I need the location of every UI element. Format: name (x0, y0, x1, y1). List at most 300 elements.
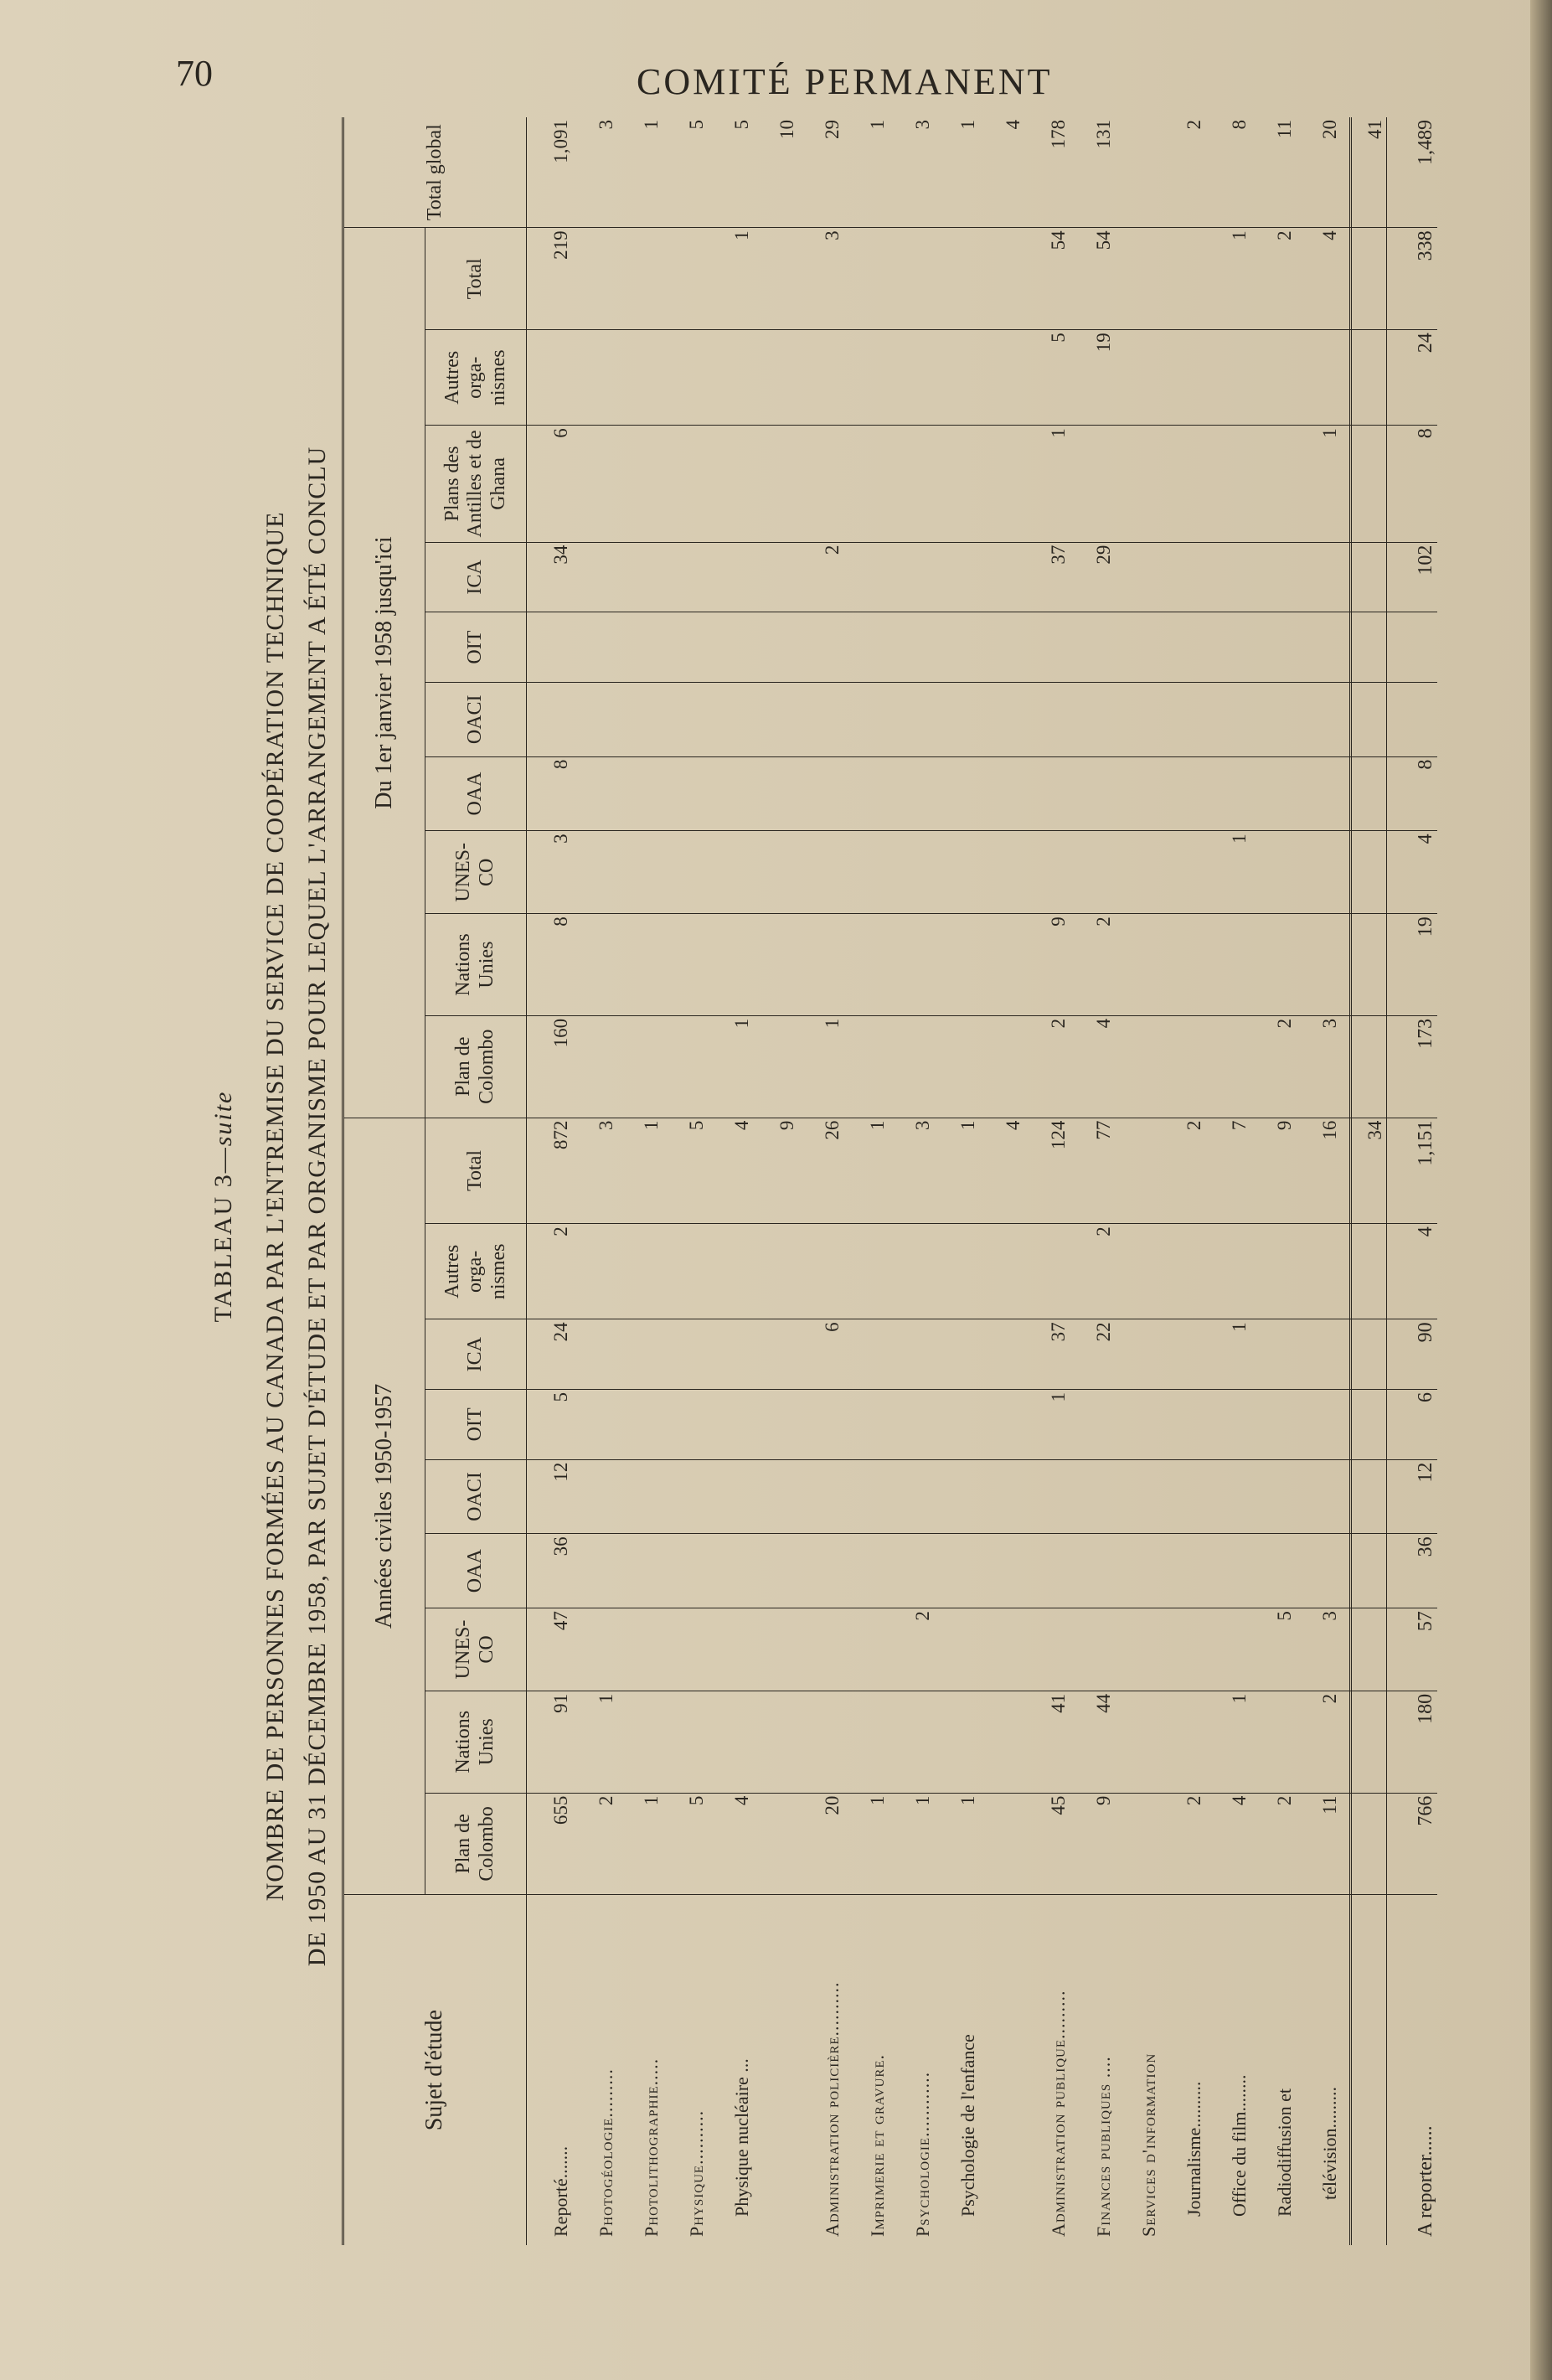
g1-cell (979, 1390, 1024, 1460)
g1-cell (1341, 1793, 1387, 1895)
g2-cell: 1 (1205, 228, 1250, 330)
table-row (934, 117, 979, 2245)
data-table-frame (342, 117, 1436, 2245)
g2-cell (889, 228, 934, 330)
row-label (1205, 1895, 1250, 2245)
g1-cell: 1 (934, 1118, 979, 1224)
g2-cell: 8 (1387, 426, 1438, 542)
g1-cell: 4 (1205, 1793, 1250, 1895)
g1-cell (617, 1319, 663, 1390)
g2-cell (1205, 914, 1250, 1016)
g2-cell: 1 (1296, 426, 1341, 542)
g2-cell: 1 (1024, 426, 1070, 542)
g2-cell (798, 682, 843, 756)
g2-cell (1115, 1015, 1160, 1118)
g1-cell (979, 1691, 1024, 1793)
g2-cell (1296, 682, 1341, 756)
total-global-cell: 29 (798, 117, 843, 228)
g1-cell: 16 (1296, 1118, 1341, 1224)
g2-cell (889, 426, 934, 542)
g1-cell: 41 (1024, 1691, 1070, 1793)
table-row (798, 117, 843, 2245)
g2-cell (617, 542, 663, 612)
row-label (889, 1895, 934, 2245)
row-label-text: Imprimerie et gravure. (867, 2053, 888, 2237)
g1-cell: 1 (1205, 1691, 1250, 1793)
g1-cell: 47 (527, 1608, 573, 1691)
g2-cell (843, 914, 889, 1016)
g2-cell (753, 228, 798, 330)
g2-cell (1387, 612, 1438, 683)
g2-cell (572, 1015, 617, 1118)
g2-cell (617, 914, 663, 1016)
g2-cell (1070, 612, 1115, 683)
group2-column-header: OAA (425, 756, 527, 831)
table-row (617, 117, 663, 2245)
g2-cell: 4 (1070, 1015, 1115, 1118)
table-row (1387, 117, 1438, 2245)
g2-cell (1115, 330, 1160, 426)
g1-cell: 5 (1250, 1608, 1296, 1691)
g2-cell (979, 426, 1024, 542)
table-row (1024, 117, 1070, 2245)
g2-cell (1250, 426, 1296, 542)
g2-cell (934, 612, 979, 683)
g1-cell (889, 1224, 934, 1319)
row-label (934, 1895, 979, 2245)
g1-cell (572, 1224, 617, 1319)
g2-cell (663, 1015, 708, 1118)
row-label (663, 1895, 708, 2245)
g2-cell (572, 682, 617, 756)
g2-cell (843, 682, 889, 756)
g2-cell: 338 (1387, 228, 1438, 330)
total-global-cell: 1 (934, 117, 979, 228)
g1-cell (934, 1691, 979, 1793)
g2-cell (979, 914, 1024, 1016)
group1-column-header: Plan de Colombo (425, 1793, 527, 1895)
g2-cell (1341, 612, 1387, 683)
g1-cell: 2 (889, 1608, 934, 1691)
g1-cell: 1,151 (1387, 1118, 1438, 1224)
g1-cell: 22 (1070, 1319, 1115, 1390)
g2-cell: 24 (1387, 330, 1438, 426)
g1-cell (1341, 1224, 1387, 1319)
g2-cell (1341, 426, 1387, 542)
g2-cell (1250, 542, 1296, 612)
g1-cell (753, 1224, 798, 1319)
g2-cell (843, 612, 889, 683)
g2-cell (1070, 682, 1115, 756)
g1-cell: 766 (1387, 1793, 1438, 1895)
g2-cell (1070, 426, 1115, 542)
g1-cell: 2 (1250, 1793, 1296, 1895)
row-label-text: Psychologie............ (912, 2071, 933, 2237)
g2-cell: 4 (1296, 228, 1341, 330)
g1-cell (979, 1793, 1024, 1895)
group2-header: Du 1er janvier 1958 jusqu'ici (344, 228, 425, 1118)
g2-cell (753, 542, 798, 612)
g2-cell (753, 831, 798, 914)
total-global-cell: 8 (1205, 117, 1250, 228)
group2-column-header: ICA (425, 542, 527, 612)
g1-cell: 3 (1296, 1608, 1341, 1691)
g1-cell (1115, 1608, 1160, 1691)
g1-cell (572, 1459, 617, 1534)
g1-cell (798, 1691, 843, 1793)
g1-cell (934, 1319, 979, 1390)
g1-cell (617, 1534, 663, 1608)
g2-cell: 160 (527, 1015, 573, 1118)
g2-cell (934, 831, 979, 914)
g1-cell (1070, 1390, 1115, 1460)
table-row (979, 117, 1024, 2245)
g2-cell (663, 756, 708, 831)
g1-cell: 2 (1296, 1691, 1341, 1793)
g2-cell: 8 (1387, 756, 1438, 831)
g1-cell (1205, 1459, 1250, 1534)
row-label-text: A reporter...... (1415, 2125, 1436, 2237)
g1-cell: 655 (527, 1793, 573, 1895)
g2-cell (979, 1015, 1024, 1118)
table-row (1205, 117, 1250, 2245)
g2-cell (979, 756, 1024, 831)
g2-cell (1250, 914, 1296, 1016)
g2-cell (979, 682, 1024, 756)
g1-cell (1115, 1534, 1160, 1608)
g1-cell: 9 (753, 1118, 798, 1224)
g2-cell (527, 682, 573, 756)
g1-cell (1160, 1390, 1205, 1460)
g2-cell (889, 914, 934, 1016)
group1-column-header: OIT (425, 1390, 527, 1460)
g2-cell (1160, 426, 1205, 542)
g2-cell (753, 330, 798, 426)
g2-cell (934, 228, 979, 330)
row-label-text: Photogéologie......... (596, 2068, 616, 2237)
g2-cell: 29 (1070, 542, 1115, 612)
g1-cell: 4 (708, 1793, 753, 1895)
g2-cell (1160, 228, 1205, 330)
g1-cell (934, 1390, 979, 1460)
g2-cell (1250, 831, 1296, 914)
g2-cell (1296, 756, 1341, 831)
g1-cell: 37 (1024, 1319, 1070, 1390)
g2-cell (1341, 756, 1387, 831)
row-label-text: Reporté....... (550, 2145, 571, 2237)
g2-cell (708, 682, 753, 756)
row-label-text: Finances publiques .... (1093, 2056, 1114, 2237)
g1-cell: 6 (798, 1319, 843, 1390)
g2-cell: 1 (1205, 831, 1250, 914)
row-label (572, 1895, 617, 2245)
g2-cell: 19 (1070, 330, 1115, 426)
g2-cell (1070, 831, 1115, 914)
group1-column-header: Total (425, 1118, 527, 1224)
row-label (708, 1895, 753, 2245)
g2-cell (572, 330, 617, 426)
group2-column-header: Plan de Colombo (425, 1015, 527, 1118)
rotated-table-block (209, 109, 1436, 2304)
g2-cell: 1 (798, 1015, 843, 1118)
g1-cell: 36 (527, 1534, 573, 1608)
g2-cell (1205, 1015, 1250, 1118)
group2-column-header: Plans des Antilles et de Ghana (425, 426, 527, 542)
g1-cell (889, 1691, 934, 1793)
g2-cell (1387, 682, 1438, 756)
group1-column-header: ICA (425, 1319, 527, 1390)
data-table (344, 117, 1437, 2245)
g1-cell (1024, 1534, 1070, 1608)
g1-cell: 91 (527, 1691, 573, 1793)
g1-cell (1250, 1224, 1296, 1319)
g1-cell (1250, 1390, 1296, 1460)
row-label (979, 1895, 1024, 2245)
g1-cell: 9 (1070, 1793, 1115, 1895)
g2-cell (934, 1015, 979, 1118)
g2-cell (1341, 914, 1387, 1016)
g1-cell (1296, 1534, 1341, 1608)
g1-cell: 6 (1387, 1390, 1438, 1460)
g2-cell (617, 1015, 663, 1118)
row-label-text: Administration policière.......... (822, 1981, 843, 2237)
row-label-text: Administration publique......... (1048, 1990, 1069, 2237)
g2-cell (1250, 756, 1296, 831)
g2-cell: 34 (527, 542, 573, 612)
g1-cell (1070, 1534, 1115, 1608)
g1-cell (798, 1390, 843, 1460)
g1-cell: 90 (1387, 1319, 1438, 1390)
g1-cell: 4 (1387, 1224, 1438, 1319)
g2-cell (753, 914, 798, 1016)
g1-cell (617, 1459, 663, 1534)
row-label (527, 1895, 573, 2245)
g1-cell: 11 (1296, 1793, 1341, 1895)
g1-cell: 2 (1070, 1224, 1115, 1319)
table-row (1070, 117, 1115, 2245)
g1-cell (1341, 1319, 1387, 1390)
g1-cell (1341, 1390, 1387, 1460)
total-global-cell: 3 (889, 117, 934, 228)
g2-cell: 2 (1250, 1015, 1296, 1118)
g2-cell (708, 330, 753, 426)
g2-cell: 19 (1387, 914, 1438, 1016)
g1-cell (843, 1534, 889, 1608)
g1-cell (798, 1459, 843, 1534)
g2-cell (798, 914, 843, 1016)
g2-cell (708, 831, 753, 914)
g2-cell (572, 426, 617, 542)
g2-cell: 54 (1024, 228, 1070, 330)
g2-cell (663, 330, 708, 426)
group1-column-header: Autres orga-nismes (425, 1224, 527, 1319)
g1-cell (889, 1534, 934, 1608)
group1-column-header: OAA (425, 1534, 527, 1608)
g1-cell (843, 1224, 889, 1319)
g1-cell (1250, 1459, 1296, 1534)
table-row (527, 117, 573, 2245)
g2-cell (663, 228, 708, 330)
page-number: 70 (176, 53, 213, 94)
g2-cell (1160, 330, 1205, 426)
total-global-cell: 5 (708, 117, 753, 228)
g2-cell (1341, 228, 1387, 330)
g1-cell: 44 (1070, 1691, 1115, 1793)
group2-column-header: OIT (425, 612, 527, 683)
g1-cell: 20 (798, 1793, 843, 1895)
row-label (1160, 1895, 1205, 2245)
g2-cell (1341, 542, 1387, 612)
g1-cell (843, 1390, 889, 1460)
group1-column-header: UNES-CO (425, 1608, 527, 1691)
g1-cell (979, 1459, 1024, 1534)
g2-cell (663, 914, 708, 1016)
subject-header: Sujet d'étude (344, 1895, 527, 2245)
table-subtitle-line-2: DE 1950 AU 31 DÉCEMBRE 1958, PAR SUJET D'ÉTUDE ET PAR ORGANISME POUR LEQUEL L'ARRANGEMENT A ÉTÉ CONCLU (303, 446, 331, 1967)
total-global-cell: 1,091 (527, 117, 573, 228)
g2-cell (708, 756, 753, 831)
g2-cell (1205, 542, 1250, 612)
g2-cell (1205, 330, 1250, 426)
g1-cell (1115, 1691, 1160, 1793)
table-row (843, 117, 889, 2245)
g2-cell (979, 330, 1024, 426)
g1-cell (753, 1608, 798, 1691)
g2-cell (889, 330, 934, 426)
row-label (1115, 1895, 1160, 2245)
total-global-cell (1115, 117, 1160, 228)
g2-cell (663, 426, 708, 542)
row-label (1296, 1895, 1341, 2245)
g1-cell: 1 (617, 1118, 663, 1224)
g2-cell (889, 542, 934, 612)
g1-cell (798, 1608, 843, 1691)
g2-cell (934, 756, 979, 831)
g1-cell (663, 1390, 708, 1460)
g2-cell: 102 (1387, 542, 1438, 612)
g1-cell (798, 1534, 843, 1608)
g1-cell: 1 (889, 1793, 934, 1895)
g1-cell (1160, 1534, 1205, 1608)
g2-cell (1115, 228, 1160, 330)
g1-cell: 12 (1387, 1459, 1438, 1534)
g1-cell (572, 1319, 617, 1390)
g2-cell (979, 612, 1024, 683)
row-label (617, 1895, 663, 2245)
table-row (1115, 117, 1160, 2245)
g2-cell (1115, 426, 1160, 542)
running-head: COMITÉ PERMANENT (637, 61, 1053, 102)
g2-cell (1296, 330, 1341, 426)
g2-cell (889, 682, 934, 756)
g2-cell (798, 831, 843, 914)
g2-cell (1160, 1015, 1205, 1118)
g2-cell (572, 542, 617, 612)
g2-cell (889, 612, 934, 683)
g1-cell (843, 1319, 889, 1390)
g2-cell: 1 (708, 228, 753, 330)
g1-cell (1115, 1390, 1160, 1460)
g2-cell: 3 (798, 228, 843, 330)
g1-cell (843, 1459, 889, 1534)
g2-cell (1024, 756, 1070, 831)
row-label-text: Photolithographie..... (641, 2057, 662, 2237)
g1-cell (1296, 1319, 1341, 1390)
g1-cell (1115, 1793, 1160, 1895)
g1-cell (934, 1534, 979, 1608)
g2-cell: 6 (527, 426, 573, 542)
table-row (708, 117, 753, 2245)
g1-cell (1205, 1608, 1250, 1691)
table-subtitle-line-1: NOMBRE DE PERSONNES FORMÉES AU CANADA PAR L'ENTREMISE DU SERVICE DE COOPÉRATION TECHNIQUE (261, 511, 289, 1902)
g1-cell: 2 (1160, 1118, 1205, 1224)
g1-cell (1296, 1390, 1341, 1460)
g2-cell (753, 682, 798, 756)
total-global-cell: 2 (1160, 117, 1205, 228)
g2-cell (1205, 612, 1250, 683)
g2-cell (753, 756, 798, 831)
g1-cell: 2 (527, 1224, 573, 1319)
g1-cell (617, 1691, 663, 1793)
g2-cell (1115, 756, 1160, 831)
g2-cell (708, 914, 753, 1016)
g1-cell: 3 (889, 1118, 934, 1224)
g1-cell: 1 (1205, 1319, 1250, 1390)
row-label-text: Physique nucléaire ... (731, 2058, 752, 2217)
row-label (753, 1895, 798, 2245)
group2-column-header: Autres orga-nismes (425, 330, 527, 426)
table-title (209, 109, 238, 2304)
g1-cell (1250, 1319, 1296, 1390)
g2-cell (1115, 831, 1160, 914)
g2-cell (1115, 914, 1160, 1016)
total-global-cell: 10 (753, 117, 798, 228)
g2-cell (934, 914, 979, 1016)
g1-cell: 2 (1160, 1793, 1205, 1895)
g1-cell (753, 1459, 798, 1534)
g2-cell: 4 (1387, 831, 1438, 914)
g1-cell (708, 1459, 753, 1534)
g2-cell: 173 (1387, 1015, 1438, 1118)
g1-cell (1250, 1691, 1296, 1793)
g1-cell (934, 1608, 979, 1691)
g1-cell: 9 (1250, 1118, 1296, 1224)
row-label-text: télévision......... (1319, 2086, 1340, 2200)
g1-cell: 24 (527, 1319, 573, 1390)
g1-cell (753, 1793, 798, 1895)
g1-cell (708, 1691, 753, 1793)
g1-cell: 124 (1024, 1118, 1070, 1224)
row-label (1250, 1895, 1296, 2245)
g2-cell (1341, 330, 1387, 426)
g1-cell (1296, 1224, 1341, 1319)
g2-cell (798, 330, 843, 426)
g2-cell (663, 612, 708, 683)
g2-cell (934, 682, 979, 756)
group1-header: Années civiles 1950-1957 (344, 1118, 425, 1895)
total-global-cell: 1 (617, 117, 663, 228)
g1-cell (1160, 1608, 1205, 1691)
g1-cell (1160, 1319, 1205, 1390)
row-label (1070, 1895, 1115, 2245)
g2-cell (1024, 682, 1070, 756)
g2-cell (708, 426, 753, 542)
table-title-suffix: suite (209, 1090, 237, 1147)
g2-cell (663, 682, 708, 756)
g2-cell (753, 1015, 798, 1118)
g1-cell (1341, 1459, 1387, 1534)
row-label-text: Radiodiffusion et (1274, 2088, 1295, 2217)
